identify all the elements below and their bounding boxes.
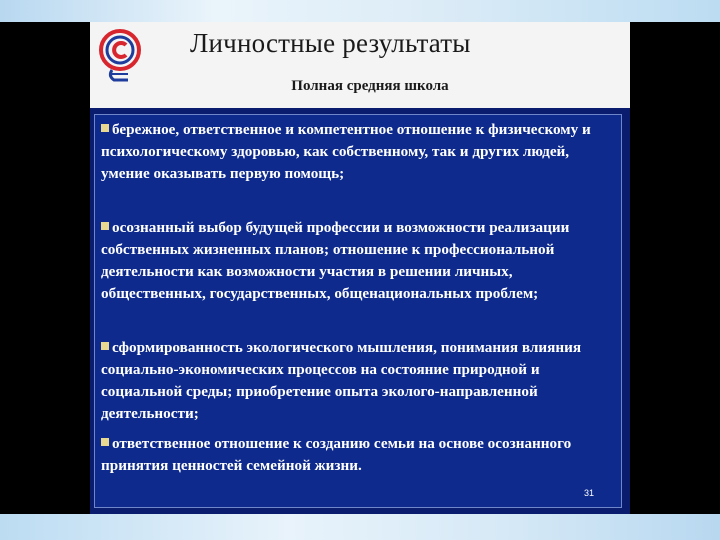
slide: [90, 22, 630, 514]
slide-title: Личностные результаты: [190, 28, 471, 58]
list-item: [101, 119, 611, 185]
frame-bottom-border: [0, 514, 720, 540]
page-number: 31: [584, 488, 595, 498]
slide-subtitle: Полная средняя школа: [291, 78, 449, 94]
list-item: [101, 433, 611, 477]
list-item-text: бережное, ответственное и компетентное отношение к физическому и психологическому здоровью, как собственному, так и других людей, умение оказывать первую помощь;: [101, 121, 591, 182]
frame-top-border: [0, 0, 720, 22]
square-bullet-icon: [101, 124, 109, 132]
square-bullet-icon: [101, 222, 109, 230]
list-item-text: осознанный выбор будущей профессии и возможности реализации собственных жизненных планов; отношение к профессиональной деятельности как возможности участия в решении личных, общественных, государственных, общенациональных проблем;: [101, 219, 570, 302]
slide-header: [90, 22, 630, 108]
list-item: [101, 217, 611, 305]
square-bullet-icon: [101, 438, 109, 446]
square-bullet-icon: [101, 342, 109, 350]
content-box: [94, 114, 622, 508]
list-item: [101, 337, 611, 425]
list-item-text: сформированность экологического мышления, понимания влияния социально-экономических процессов на состояние природной и социальной среды; приобретение опыта эколого-направленной деятельности;: [101, 339, 582, 422]
list-item-text: ответственное отношение к созданию семьи на основе осознанного принятия ценностей семейной жизни.: [101, 435, 572, 474]
